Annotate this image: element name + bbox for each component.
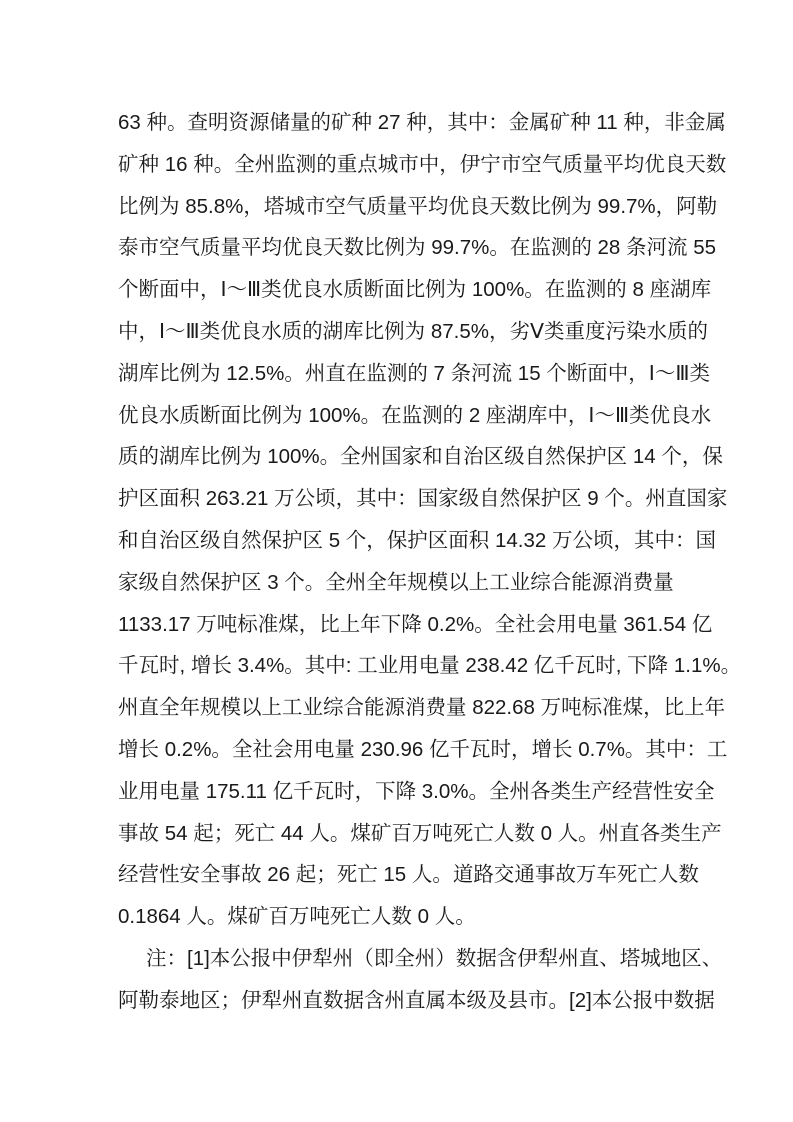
text-line: 经营性安全事故 26 起；死亡 15 人。道路交通事故万车死亡人数: [118, 863, 699, 887]
note-line: 注：[1]本公报中伊犁州（即全州）数据含伊犁州直、塔城地区、: [146, 946, 723, 970]
text-line: 0.1864 人。煤矿百万吨死亡人数 0 人。: [118, 905, 476, 929]
text-line: 优良水质断面比例为 100%。在监测的 2 座湖库中，Ⅰ～Ⅲ类优良水: [118, 403, 712, 427]
text-line: 比例为 85.8%，塔城市空气质量平均优良天数比例为 99.7%，阿勒: [118, 194, 718, 218]
text-line: 矿种 16 种。全州监测的重点城市中，伊宁市空气质量平均优良天数: [118, 152, 727, 176]
text-line: 护区面积 263.21 万公顷，其中：国家级自然保护区 9 个。州直国家: [118, 487, 728, 511]
text-line: 63 种。查明资源储量的矿种 27 种，其中：金属矿种 11 种，非金属: [118, 111, 726, 134]
text-line: 业用电量 175.11 亿千瓦时，下降 3.0%。全州各类生产经营性安全: [118, 779, 715, 803]
text-line: 事故 54 起；死亡 44 人。煤矿百万吨死亡人数 0 人。州直各类生产: [118, 821, 722, 845]
text-line: 千瓦时, 增长 3.4%。其中: 工业用电量 238.42 亿千瓦时, 下降 1.1%。: [118, 654, 742, 678]
text-line: 家级自然保护区 3 个。全州全年规模以上工业综合能源消费量: [118, 570, 674, 594]
document-body: [118, 102, 742, 1022]
text-line: 质的湖库比例为 100%。全州国家和自治区级自然保护区 14 个，保: [118, 445, 723, 469]
text-line: 泰市空气质量平均优良天数比例为 99.7%。在监测的 28 条河流 55: [118, 236, 717, 260]
text-line: 增长 0.2%。全社会用电量 230.96 亿千瓦时，增长 0.7%。其中：工: [118, 737, 728, 761]
text-line: 个断面中，Ⅰ～Ⅲ类优良水质断面比例为 100%。在监测的 8 座湖库: [118, 278, 712, 302]
text-line: 阿勒泰地区；伊犁州直数据含州直属本级及县市。[2]本公报中数据: [118, 988, 715, 1012]
text-line: 湖库比例为 12.5%。州直在监测的 7 条河流 15 个断面中，Ⅰ～Ⅲ类: [118, 361, 710, 385]
text-line: 中，Ⅰ～Ⅲ类优良水质的湖库比例为 87.5%，劣Ⅴ类重度污染水质的: [118, 319, 709, 343]
text-line: 州直全年规模以上工业综合能源消费量 822.68 万吨标准煤，比上年: [118, 696, 726, 720]
text-line: 和自治区级自然保护区 5 个，保护区面积 14.32 万公顷，其中：国: [118, 528, 716, 552]
text-line: 1133.17 万吨标准煤，比上年下降 0.2%。全社会用电量 361.54 亿: [118, 612, 713, 636]
